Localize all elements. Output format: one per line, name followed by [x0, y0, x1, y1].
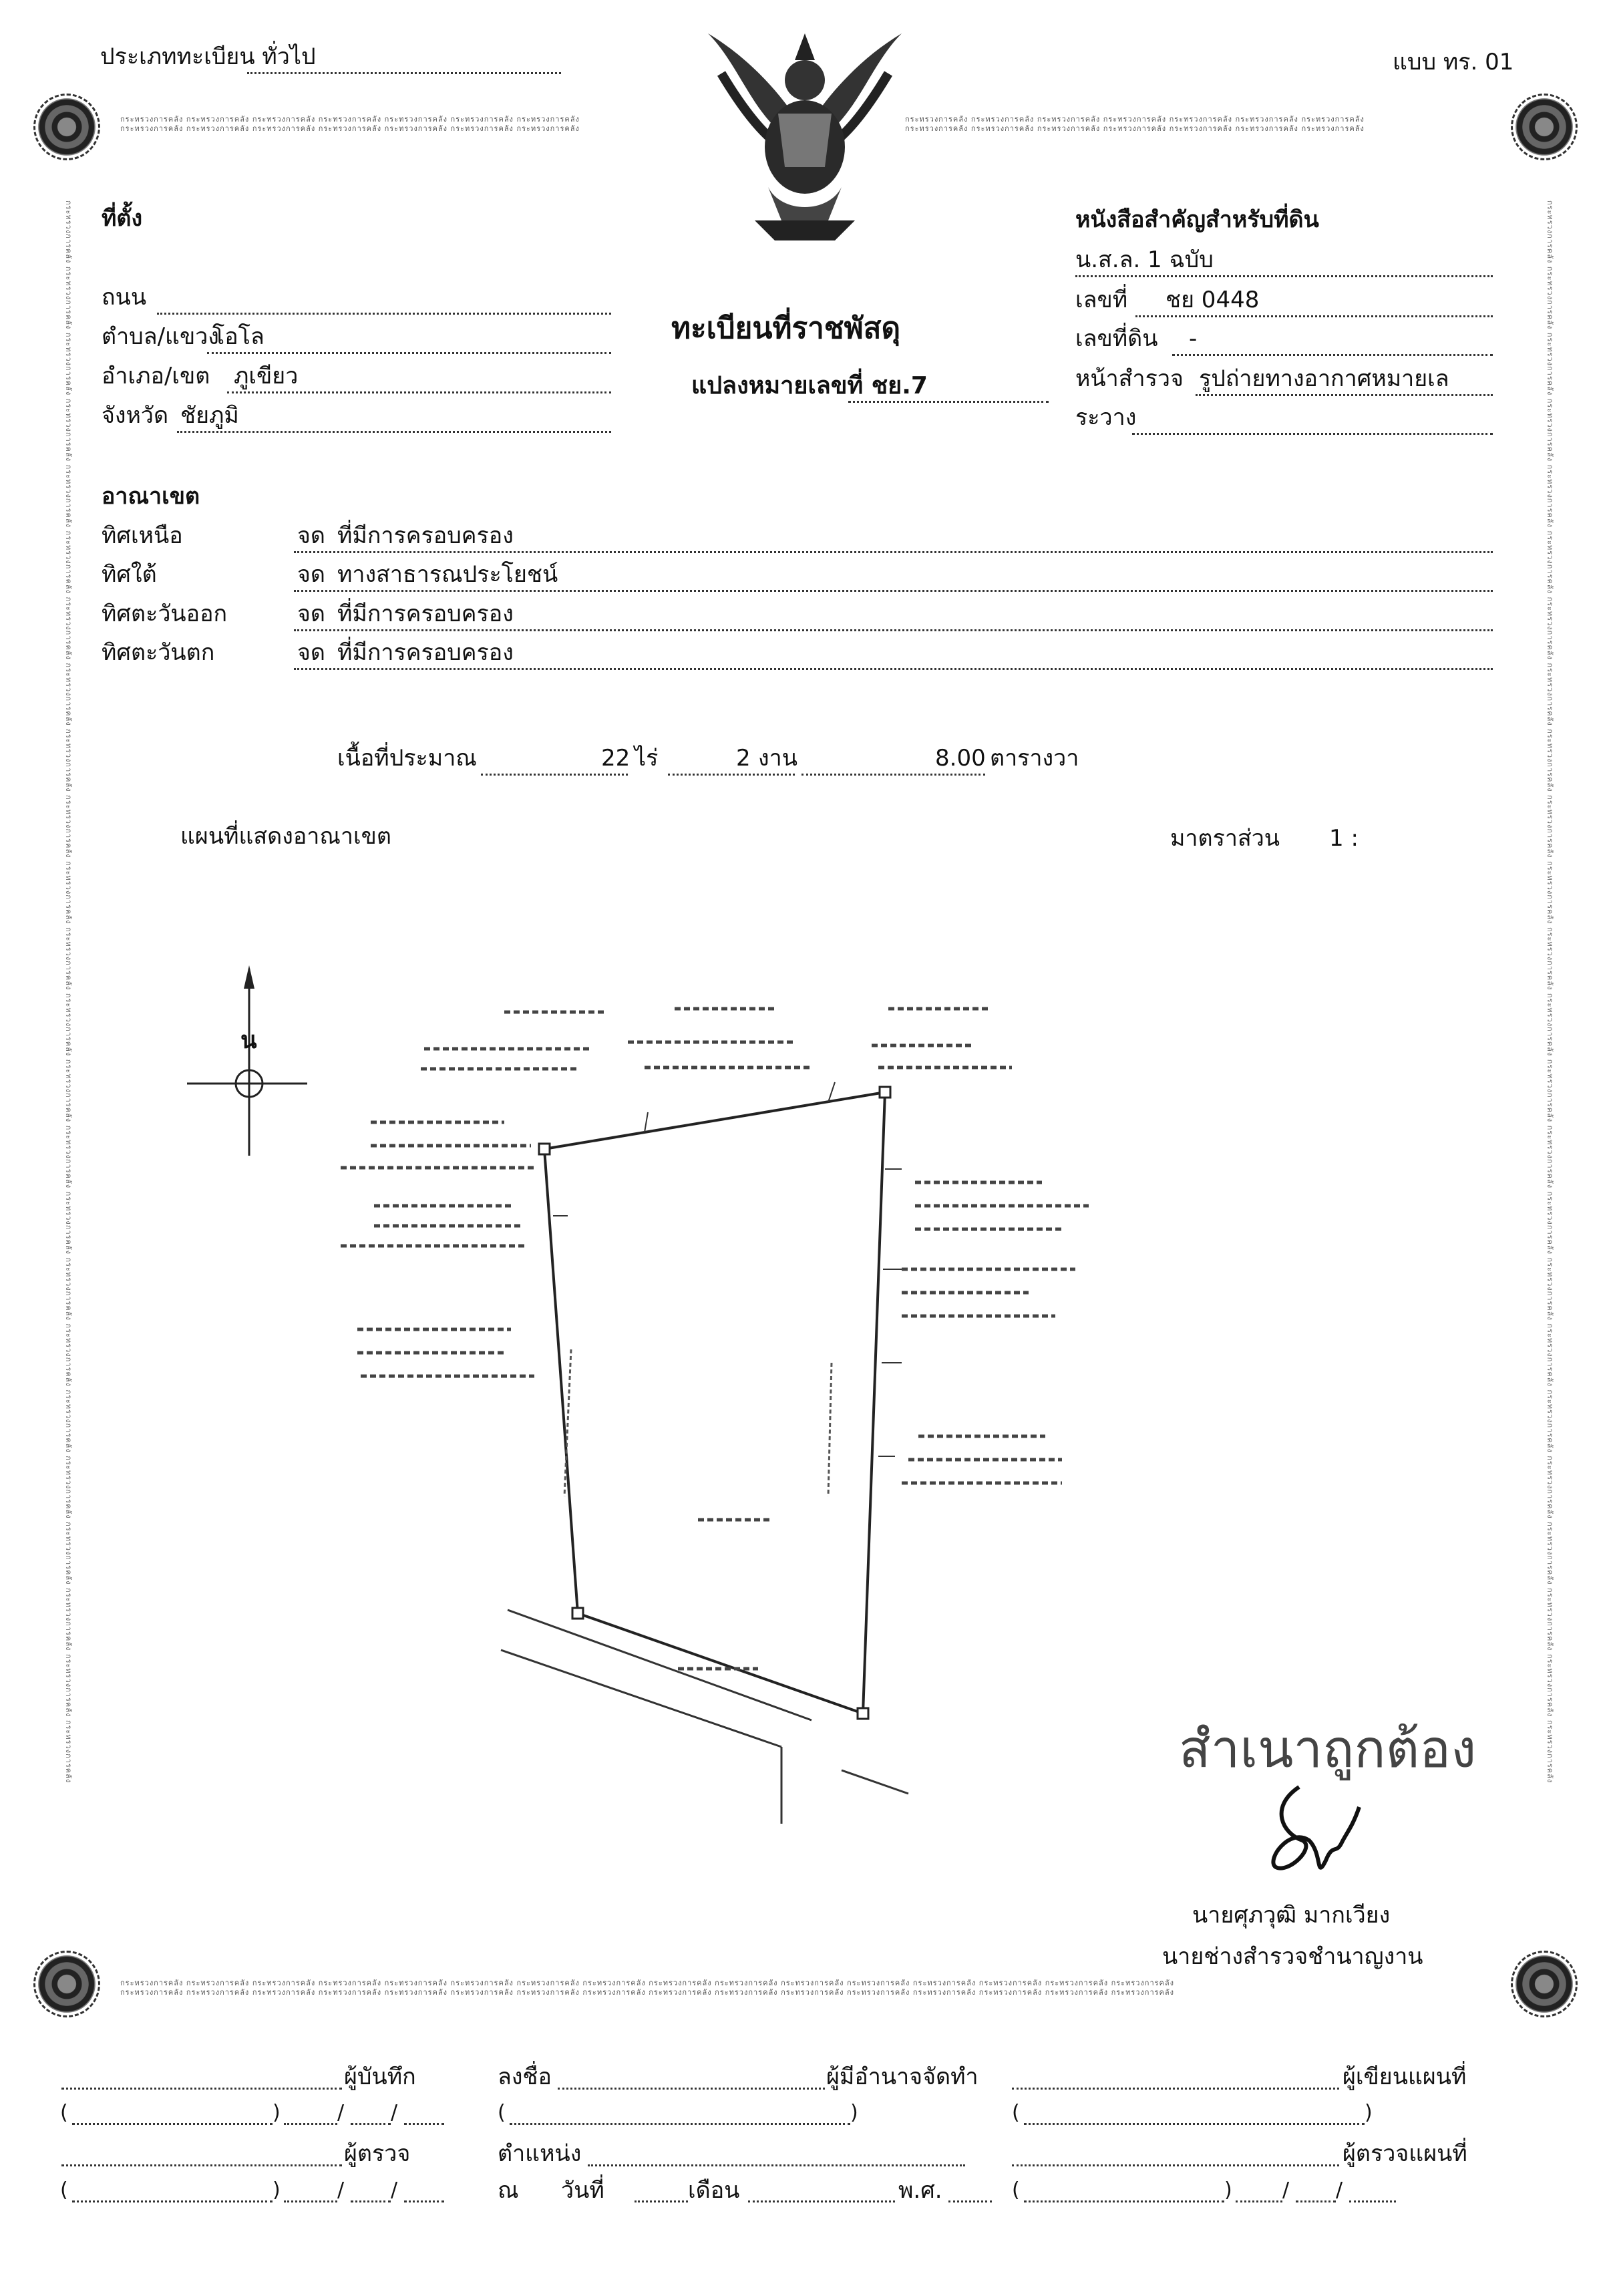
- dotted-line: [1296, 2200, 1336, 2202]
- boundary-value: ทางสาธารณประโยชน์: [337, 561, 558, 588]
- dotted-line: [72, 2123, 273, 2125]
- map-writer-label: ผู้เขียนแผนที่: [1343, 2064, 1467, 2090]
- close-paren: ): [1365, 2101, 1373, 2124]
- watermark-text-vertical: กระทรวงการคลัง กระทรวงการคลัง กระทรวงการคลัง กระทรวงการคลัง กระทรวงการคลัง กระทรวงการคลัง กระทรวงการคลัง กระทรวงการคลัง กระทรวงการคลัง กระทรวงการคลัง กระทรวงการคลัง กระทรวงการคลัง กระทรวงการคลัง กระทรวงการคลัง กระทรวงการคลัง กระทรวงการคลัง กระทรวงการคลัง กระทรวงการคลัง กระทรวงการคลัง กระทรวงการคลัง กระทรวงการคลัง กระทรวงการคลัง กระทรวงการคลัง กระทรวงการคลัง: [1546, 200, 1554, 1784]
- authority-label: ผู้มีอำนาจจัดทำ: [826, 2064, 978, 2090]
- boundary-to: จด: [297, 601, 326, 627]
- doc-number-value: ชย 0448: [1166, 287, 1260, 313]
- dotted-line: [294, 590, 1493, 592]
- dotted-line: [1236, 2200, 1282, 2202]
- doc-type: น.ส.ล. 1 ฉบับ: [1075, 247, 1214, 273]
- watermark-text: กระทรวงการคลัง กระทรวงการคลัง กระทรวงการคลัง กระทรวงการคลัง กระทรวงการคลัง กระทรวงการคลัง กระทรวงการคลัง กระทรวงการคลัง กระทรวงการคลัง กระทรวงการคลัง กระทรวงการคลัง กระทรวงการคลัง กระทรวงการคลัง กระทรวงการคลัง กระทรวงการคลัง กระทรวงการคลัง กระทรวงการคลัง กระทรวงการคลัง กระทรวงการคลัง กระทรวงการคลัง กระทรวงการคลัง กระทรวงการคลัง กระทรวงการคลัง กระทรวงการคลัง กระทรวงการคลัง กระทรวงการคลัง กระทรวงการคลัง กระทรวงการคลัง กระทรวงการคลัง กระทรวงการคลัง กระทรวงการคลัง กระทรวงการคลัง: [120, 1979, 1174, 1997]
- dotted-line: [227, 391, 611, 393]
- boundary-direction: ทิศตะวันตก: [102, 639, 215, 666]
- survey-label: หน้าสำรวจ: [1075, 365, 1184, 392]
- land-no-label: เลขที่ดิน: [1075, 325, 1158, 352]
- dotted-line: [848, 401, 1049, 403]
- close-paren: ): [273, 2101, 281, 2124]
- map-checker-label: ผู้ตรวจแผนที่: [1343, 2140, 1467, 2167]
- slash: /: [391, 2178, 398, 2202]
- dotted-line: [207, 352, 611, 354]
- dotted-line: [481, 774, 628, 776]
- survey-value: รูปถ่ายทางอากาศหมายเล: [1199, 365, 1449, 392]
- close-paren: ): [850, 2101, 858, 2124]
- dotted-line: [177, 431, 611, 433]
- dotted-line: [748, 2200, 895, 2202]
- subdistrict-value: โอโล: [212, 323, 264, 350]
- watermark-text-vertical: กระทรวงการคลัง กระทรวงการคลัง กระทรวงการคลัง กระทรวงการคลัง กระทรวงการคลัง กระทรวงการคลัง กระทรวงการคลัง กระทรวงการคลัง กระทรวงการคลัง กระทรวงการคลัง กระทรวงการคลัง กระทรวงการคลัง กระทรวงการคลัง กระทรวงการคลัง กระทรวงการคลัง กระทรวงการคลัง กระทรวงการคลัง กระทรวงการคลัง กระทรวงการคลัง กระทรวงการคลัง กระทรวงการคลัง กระทรวงการคลัง กระทรวงการคลัง กระทรวงการคลัง: [64, 200, 73, 1784]
- at-label: ณ: [498, 2177, 519, 2204]
- boundary-value: ที่มีการครอบครอง: [337, 601, 514, 627]
- dotted-line: [404, 2123, 444, 2125]
- boundaries-heading: อาณาเขต: [102, 483, 200, 510]
- area-label: เนื้อที่ประมาณ: [337, 745, 477, 772]
- land-document-heading: หนังสือสำคัญสำหรับที่ดิน: [1075, 206, 1319, 233]
- open-paren: (: [1012, 2178, 1020, 2202]
- dotted-line: [1012, 2164, 1339, 2166]
- map-heading: แผนที่แสดงอาณาเขต: [180, 823, 391, 850]
- dotted-line: [1024, 2123, 1365, 2125]
- area-ngan: 2: [736, 745, 751, 772]
- dotted-line: [635, 2200, 688, 2202]
- dotted-line: [1132, 433, 1493, 435]
- land-no-value: -: [1189, 325, 1198, 352]
- dotted-line: [1196, 394, 1493, 396]
- province-label: จังหวัด: [102, 402, 169, 429]
- seal-icon: [1504, 1944, 1584, 2024]
- garuda-emblem-icon: [695, 20, 915, 247]
- dotted-line: [351, 2123, 391, 2125]
- dotted-line: [72, 2200, 273, 2202]
- slash: /: [1336, 2178, 1343, 2202]
- dotted-line: [294, 629, 1493, 631]
- form-code: แบบ ทร. 01: [1393, 49, 1514, 75]
- subdistrict-label: ตำบล/แขวง: [102, 323, 219, 350]
- dotted-line: [157, 313, 611, 315]
- location-heading: ที่ตั้ง: [102, 205, 143, 232]
- close-paren: ): [1224, 2178, 1232, 2202]
- dotted-line: [510, 2123, 850, 2125]
- slash: /: [337, 2101, 345, 2124]
- dotted-line: [558, 2088, 825, 2090]
- checker-label: ผู้ตรวจ: [344, 2140, 411, 2167]
- dotted-line: [294, 668, 1493, 670]
- area-wa-unit: ตารางวา: [990, 745, 1079, 772]
- north-label: น: [240, 1027, 257, 1054]
- boundary-direction: ทิศตะวันออก: [102, 601, 228, 627]
- between-label: ระวาง: [1075, 404, 1137, 431]
- boundary-direction: ทิศใต้: [102, 561, 157, 588]
- boundary-to: จด: [297, 561, 326, 588]
- dotted-line: [247, 72, 561, 74]
- area-rai-unit: ไร่: [635, 745, 659, 772]
- open-paren: (: [60, 2101, 68, 2124]
- dotted-line: [284, 2200, 337, 2202]
- certified-copy-stamp: สำเนาถูกต้อง: [1179, 1719, 1477, 1780]
- watermark-text: กระทรวงการคลัง กระทรวงการคลัง กระทรวงการคลัง กระทรวงการคลัง กระทรวงการคลัง กระทรวงการคลัง กระทรวงการคลัง กระทรวงการคลัง กระทรวงการคลัง กระทรวงการคลัง กระทรวงการคลัง กระทรวงการคลัง กระทรวงการคลัง กระทรวงการคลัง: [905, 115, 1365, 133]
- scale-label: มาตราส่วน: [1170, 825, 1280, 852]
- doc-number-label: เลขที่: [1075, 287, 1128, 313]
- watermark-text: กระทรวงการคลัง กระทรวงการคลัง กระทรวงการคลัง กระทรวงการคลัง กระทรวงการคลัง กระทรวงการคลัง กระทรวงการคลัง กระทรวงการคลัง กระทรวงการคลัง กระทรวงการคลัง กระทรวงการคลัง กระทรวงการคลัง กระทรวงการคลัง กระทรวงการคลัง: [120, 115, 580, 133]
- year-label: พ.ศ.: [898, 2177, 942, 2204]
- dotted-line: [294, 551, 1493, 553]
- slash: /: [1282, 2178, 1290, 2202]
- seal-icon: [27, 1944, 107, 2024]
- boundary-to: จด: [297, 522, 326, 549]
- boundary-to: จด: [297, 639, 326, 666]
- dotted-line: [284, 2123, 337, 2125]
- boundary-value: ที่มีการครอบครอง: [337, 522, 514, 549]
- dotted-line: [1012, 2088, 1339, 2090]
- seal-icon: [27, 87, 107, 167]
- dotted-line: [668, 774, 795, 776]
- dotted-line: [61, 2164, 342, 2166]
- dotted-line: [1075, 275, 1493, 277]
- scale-value: 1 :: [1329, 825, 1359, 852]
- area-rai: 22: [601, 745, 631, 772]
- dotted-line: [351, 2200, 391, 2202]
- province-value: ชัยภูมิ: [180, 402, 239, 429]
- district-label: อำเภอ/เขต: [102, 363, 210, 389]
- month-label: เดือน: [688, 2177, 740, 2204]
- sign-label: ลงชื่อ: [498, 2064, 552, 2090]
- parcel-map: [314, 989, 1149, 1824]
- dotted-line: [1135, 315, 1493, 317]
- close-paren: ): [273, 2178, 281, 2202]
- slash: /: [337, 2178, 345, 2202]
- signature-icon: [1262, 1780, 1363, 1891]
- date-label: วันที่: [561, 2177, 604, 2204]
- dotted-line: [948, 2200, 992, 2202]
- certifier-name: นายศุภวุฒิ มากเวียง: [1192, 1902, 1391, 1929]
- seal-icon: [1504, 87, 1584, 167]
- dotted-line: [1172, 354, 1493, 356]
- area-wa: 8.00: [935, 745, 986, 772]
- dotted-line: [1349, 2200, 1396, 2202]
- open-paren: (: [60, 2178, 68, 2202]
- open-paren: (: [1012, 2101, 1020, 2124]
- road-label: ถนน: [102, 284, 147, 311]
- recorder-label: ผู้บันทึก: [344, 2064, 416, 2090]
- registry-type: ประเภททะเบียน ทั่วไป: [100, 43, 316, 70]
- dotted-line: [61, 2088, 342, 2090]
- position-label: ตำแหน่ง: [498, 2140, 582, 2167]
- slash: /: [391, 2101, 398, 2124]
- district-value: ภูเขียว: [234, 363, 299, 389]
- area-ngan-unit: งาน: [758, 745, 797, 772]
- dotted-line: [1024, 2200, 1224, 2202]
- dotted-line: [588, 2164, 965, 2166]
- open-paren: (: [498, 2101, 506, 2124]
- dotted-line: [404, 2200, 444, 2202]
- boundary-direction: ทิศเหนือ: [102, 522, 183, 549]
- north-arrow-icon: [184, 962, 311, 1156]
- page-title: ทะเบียนที่ราชพัสดุ: [671, 311, 901, 345]
- certifier-position: นายช่างสำรวจชำนาญงาน: [1162, 1943, 1423, 1970]
- boundary-value: ที่มีการครอบครอง: [337, 639, 514, 666]
- plot-number: แปลงหมายเลขที่ ชย.7: [691, 372, 928, 399]
- dotted-line: [801, 774, 985, 776]
